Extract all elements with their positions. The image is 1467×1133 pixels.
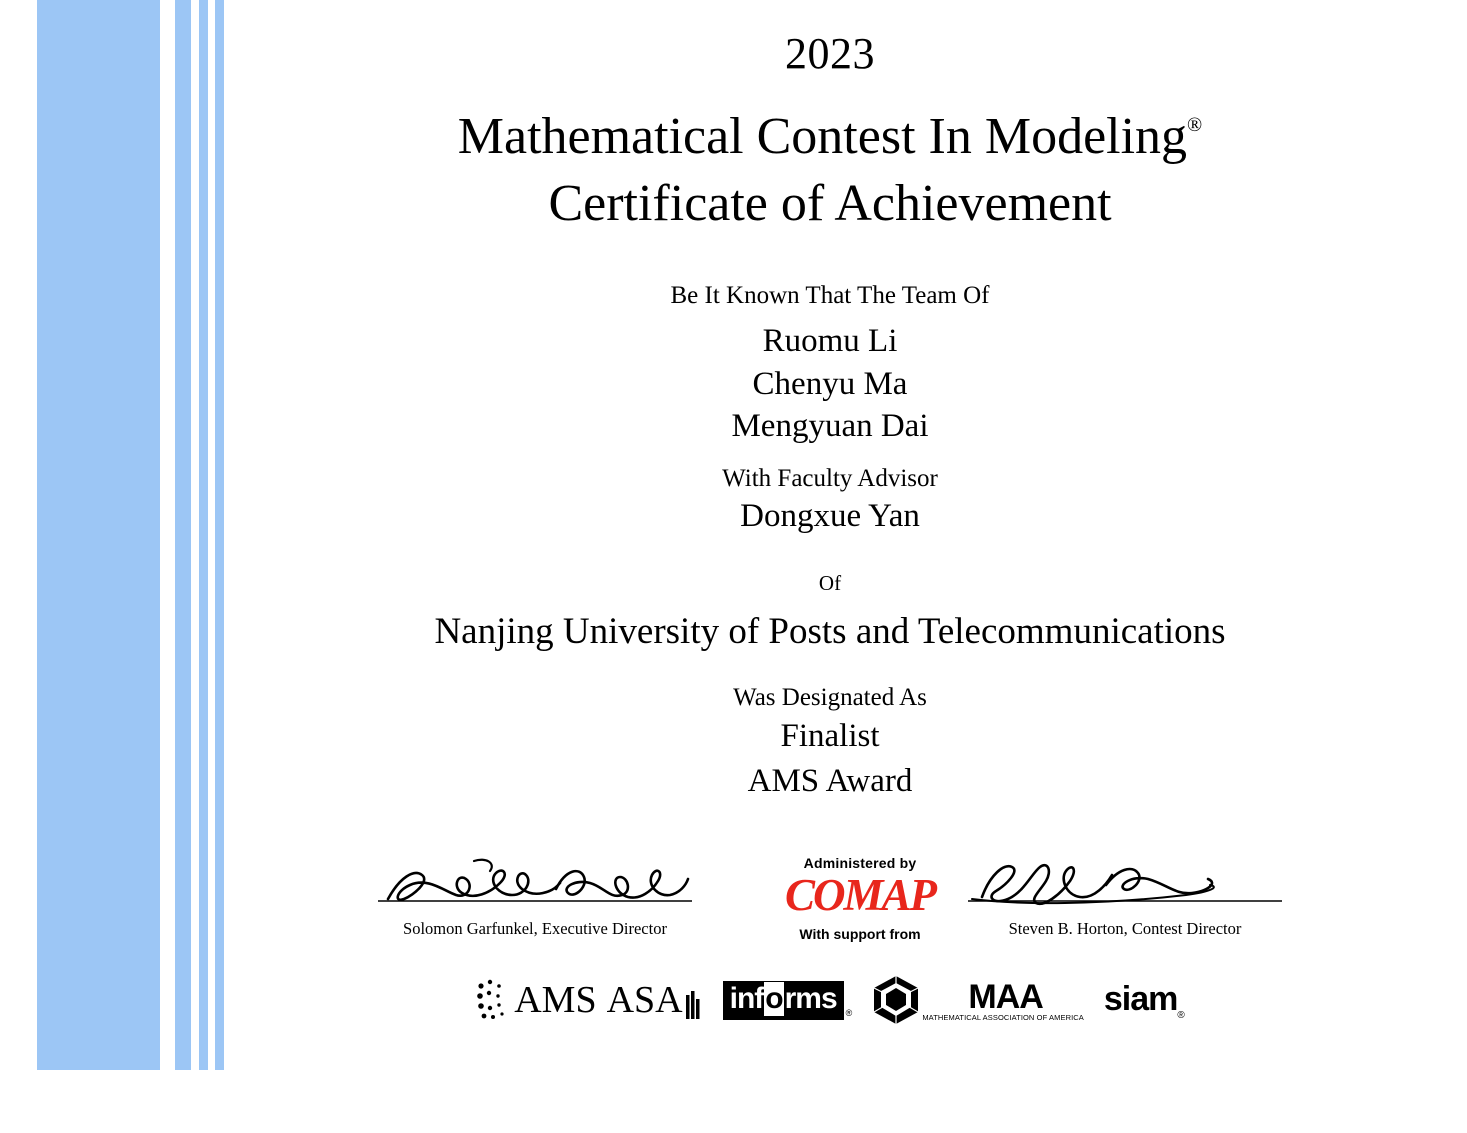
siam-label: siam — [1103, 979, 1178, 1018]
maa-polyhedron-icon — [870, 974, 922, 1026]
sponsor-logo-strip — [240, 965, 1420, 1035]
designation-label: Was Designated As — [733, 684, 927, 712]
siam-logo-text — [1104, 980, 1184, 1021]
decorative-bar-thin-1 — [199, 0, 208, 1070]
asa-mark-icon — [685, 989, 701, 1019]
signature-caption-right: Steven B. Horton, Contest Director — [1008, 919, 1242, 938]
siam-registered-icon: ® — [1177, 1009, 1184, 1021]
team-member: Mengyuan Dai — [731, 407, 929, 444]
administered-by-label: Administered by — [803, 855, 917, 871]
sponsor-maa — [870, 974, 1084, 1026]
designation-primary: Finalist — [780, 718, 880, 755]
certificate-title-line-1 — [240, 108, 1420, 165]
advisor-name: Dongxue Yan — [740, 498, 920, 535]
of-label: Of — [818, 570, 842, 595]
informs-logo-text: informs — [723, 981, 844, 1020]
team-member: Ruomu Li — [762, 323, 898, 360]
decorative-bar-thin-2 — [215, 0, 224, 1070]
maa-logo-text: MAA — [968, 978, 1043, 1016]
lead-text: Be It Known That The Team Of — [670, 282, 990, 310]
maa-text-stack — [922, 978, 1084, 1022]
asa-logo-text: ASA — [606, 979, 683, 1021]
comap-logo: COMAP — [784, 870, 936, 920]
team-member-list — [240, 320, 1420, 447]
decorative-bar-medium — [175, 0, 191, 1070]
institution-name: Nanjing University of Posts and Telecommunications — [434, 610, 1226, 652]
sponsor-siam — [1084, 980, 1184, 1021]
certificate-content — [240, 0, 1420, 803]
sponsor-asa — [597, 978, 701, 1022]
informs-registered-icon: ® — [845, 1007, 853, 1018]
handwritten-signature-icon — [370, 855, 700, 915]
decorative-bar-wide — [37, 0, 160, 1070]
certificate-year: 2023 — [785, 29, 875, 78]
advisor-label: With Faculty Advisor — [722, 465, 938, 493]
certificate-title-line-2: Certificate of Achievement — [548, 175, 1112, 233]
administration-block — [745, 855, 975, 942]
registered-trademark-icon: ® — [1187, 113, 1203, 136]
sponsor-ams — [476, 977, 596, 1023]
sponsor-informs — [701, 981, 853, 1020]
signature-block-right — [960, 855, 1290, 939]
handwritten-signature-icon — [960, 855, 1290, 915]
contest-name: Mathematical Contest In Modeling — [457, 108, 1188, 165]
ams-dots-icon — [476, 977, 512, 1023]
support-from-label: With support from — [799, 926, 921, 942]
ams-logo-text: AMS — [514, 979, 597, 1021]
signature-caption-left: Solomon Garfunkel, Executive Director — [403, 919, 667, 938]
signature-block-left — [370, 855, 700, 939]
maa-subtitle: MATHEMATICAL ASSOCIATION OF AMERICA — [922, 1013, 1084, 1022]
team-member: Chenyu Ma — [752, 365, 908, 402]
designation-secondary: AMS Award — [747, 763, 913, 800]
